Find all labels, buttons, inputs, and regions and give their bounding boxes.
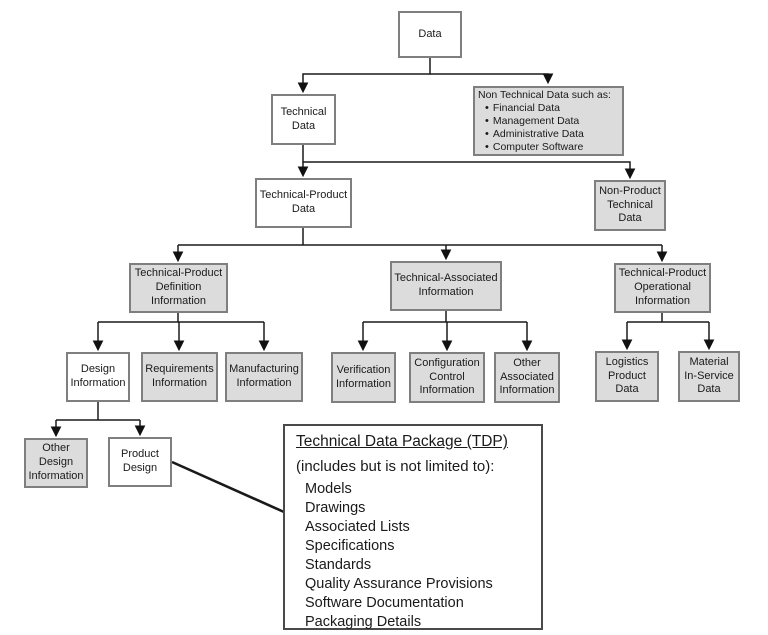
bullet-icon: [485, 128, 493, 140]
node-technical-product-operational-information: [614, 263, 711, 313]
node-logistics-product-data: [595, 351, 659, 402]
bullet-item: [478, 102, 619, 115]
node-non-product-technical-data-label: Non-Product Technical Data: [599, 184, 661, 225]
node-logistics-product-data-label: Logistics Product Data: [605, 355, 649, 396]
node-technical-associated-information: [390, 261, 502, 311]
connector-data-to-nontechnical: [430, 74, 548, 82]
tdp-item: Specifications: [305, 538, 395, 554]
node-verification-information-label: Verification Information: [335, 363, 392, 390]
node-product-design-label: Product Design: [121, 448, 159, 474]
bullet-item: [478, 141, 619, 154]
tdp-item: Models: [305, 481, 352, 497]
tdp-item: Quality Assurance Provisions: [305, 576, 493, 592]
node-manufacturing-information: [225, 352, 303, 402]
node-associated-information-label: Technical-Associated Information: [394, 272, 498, 298]
bullet-label: Management Data: [492, 115, 580, 127]
node-other-associated-label: Other Associated Information: [499, 356, 555, 397]
node-data-label: Data: [418, 27, 442, 40]
tdp-callout-panel: [283, 424, 543, 630]
connector-product-design-to-tdp: [172, 462, 284, 512]
node-verification-information: [331, 352, 396, 403]
connector-data-to-technical: [303, 58, 430, 91]
node-product-design: [108, 437, 172, 487]
tdp-item: Standards: [305, 557, 372, 573]
node-technical-data-label: Technical Data: [280, 105, 327, 132]
tdp-subtitle: (includes but is not limited to):: [296, 458, 495, 475]
node-design-information-label: Design Information: [70, 363, 126, 389]
node-other-associated-information: [494, 352, 560, 403]
tdp-item: Drawings: [305, 500, 366, 516]
node-manufacturing-information-label: Manufacturing Information: [229, 363, 299, 389]
bullet-icon: [485, 141, 493, 153]
node-design-information: [66, 352, 130, 402]
tdp-title: Technical Data Package (TDP): [296, 433, 508, 450]
node-operational-information-label: Technical-Product Operational Information: [618, 267, 707, 307]
bullet-label: Administrative Data: [492, 128, 584, 140]
bullet-item: [478, 128, 619, 141]
bullet-icon: [485, 115, 493, 127]
bullet-item: [478, 115, 619, 128]
node-requirements-information: [141, 352, 218, 402]
node-non-product-technical-data: [594, 180, 666, 231]
node-technical-product-data: [255, 178, 352, 228]
bullet-label: Financial Data: [492, 102, 560, 114]
tdp-item: Associated Lists: [305, 519, 410, 535]
node-material-in-service-data-label: Material In-Service Data: [684, 355, 734, 396]
node-technical-data: [271, 94, 336, 145]
tdp-item: Packaging Details: [305, 614, 422, 630]
bullet-icon: [485, 102, 493, 114]
tdp-item: Software Documentation: [305, 595, 464, 611]
node-configuration-control-information: [409, 352, 485, 403]
node-data: [398, 11, 462, 58]
non-technical-title: Non Technical Data such as:: [478, 89, 611, 101]
node-technical-product-definition-information: [129, 263, 228, 313]
node-material-in-service-data: [678, 351, 740, 402]
node-definition-information-label: Technical-Product Definition Information: [134, 267, 223, 307]
node-other-design-information: [24, 438, 88, 488]
node-other-design-information-label: Other Design Information: [28, 442, 84, 482]
node-requirements-information-label: Requirements Information: [145, 363, 214, 389]
non-technical-data-panel: [473, 86, 624, 156]
bullet-label: Computer Software: [492, 141, 584, 153]
node-technical-product-data-label: Technical-Product Data: [259, 189, 348, 215]
node-configuration-control-label: Configuration Control Information: [414, 356, 480, 397]
